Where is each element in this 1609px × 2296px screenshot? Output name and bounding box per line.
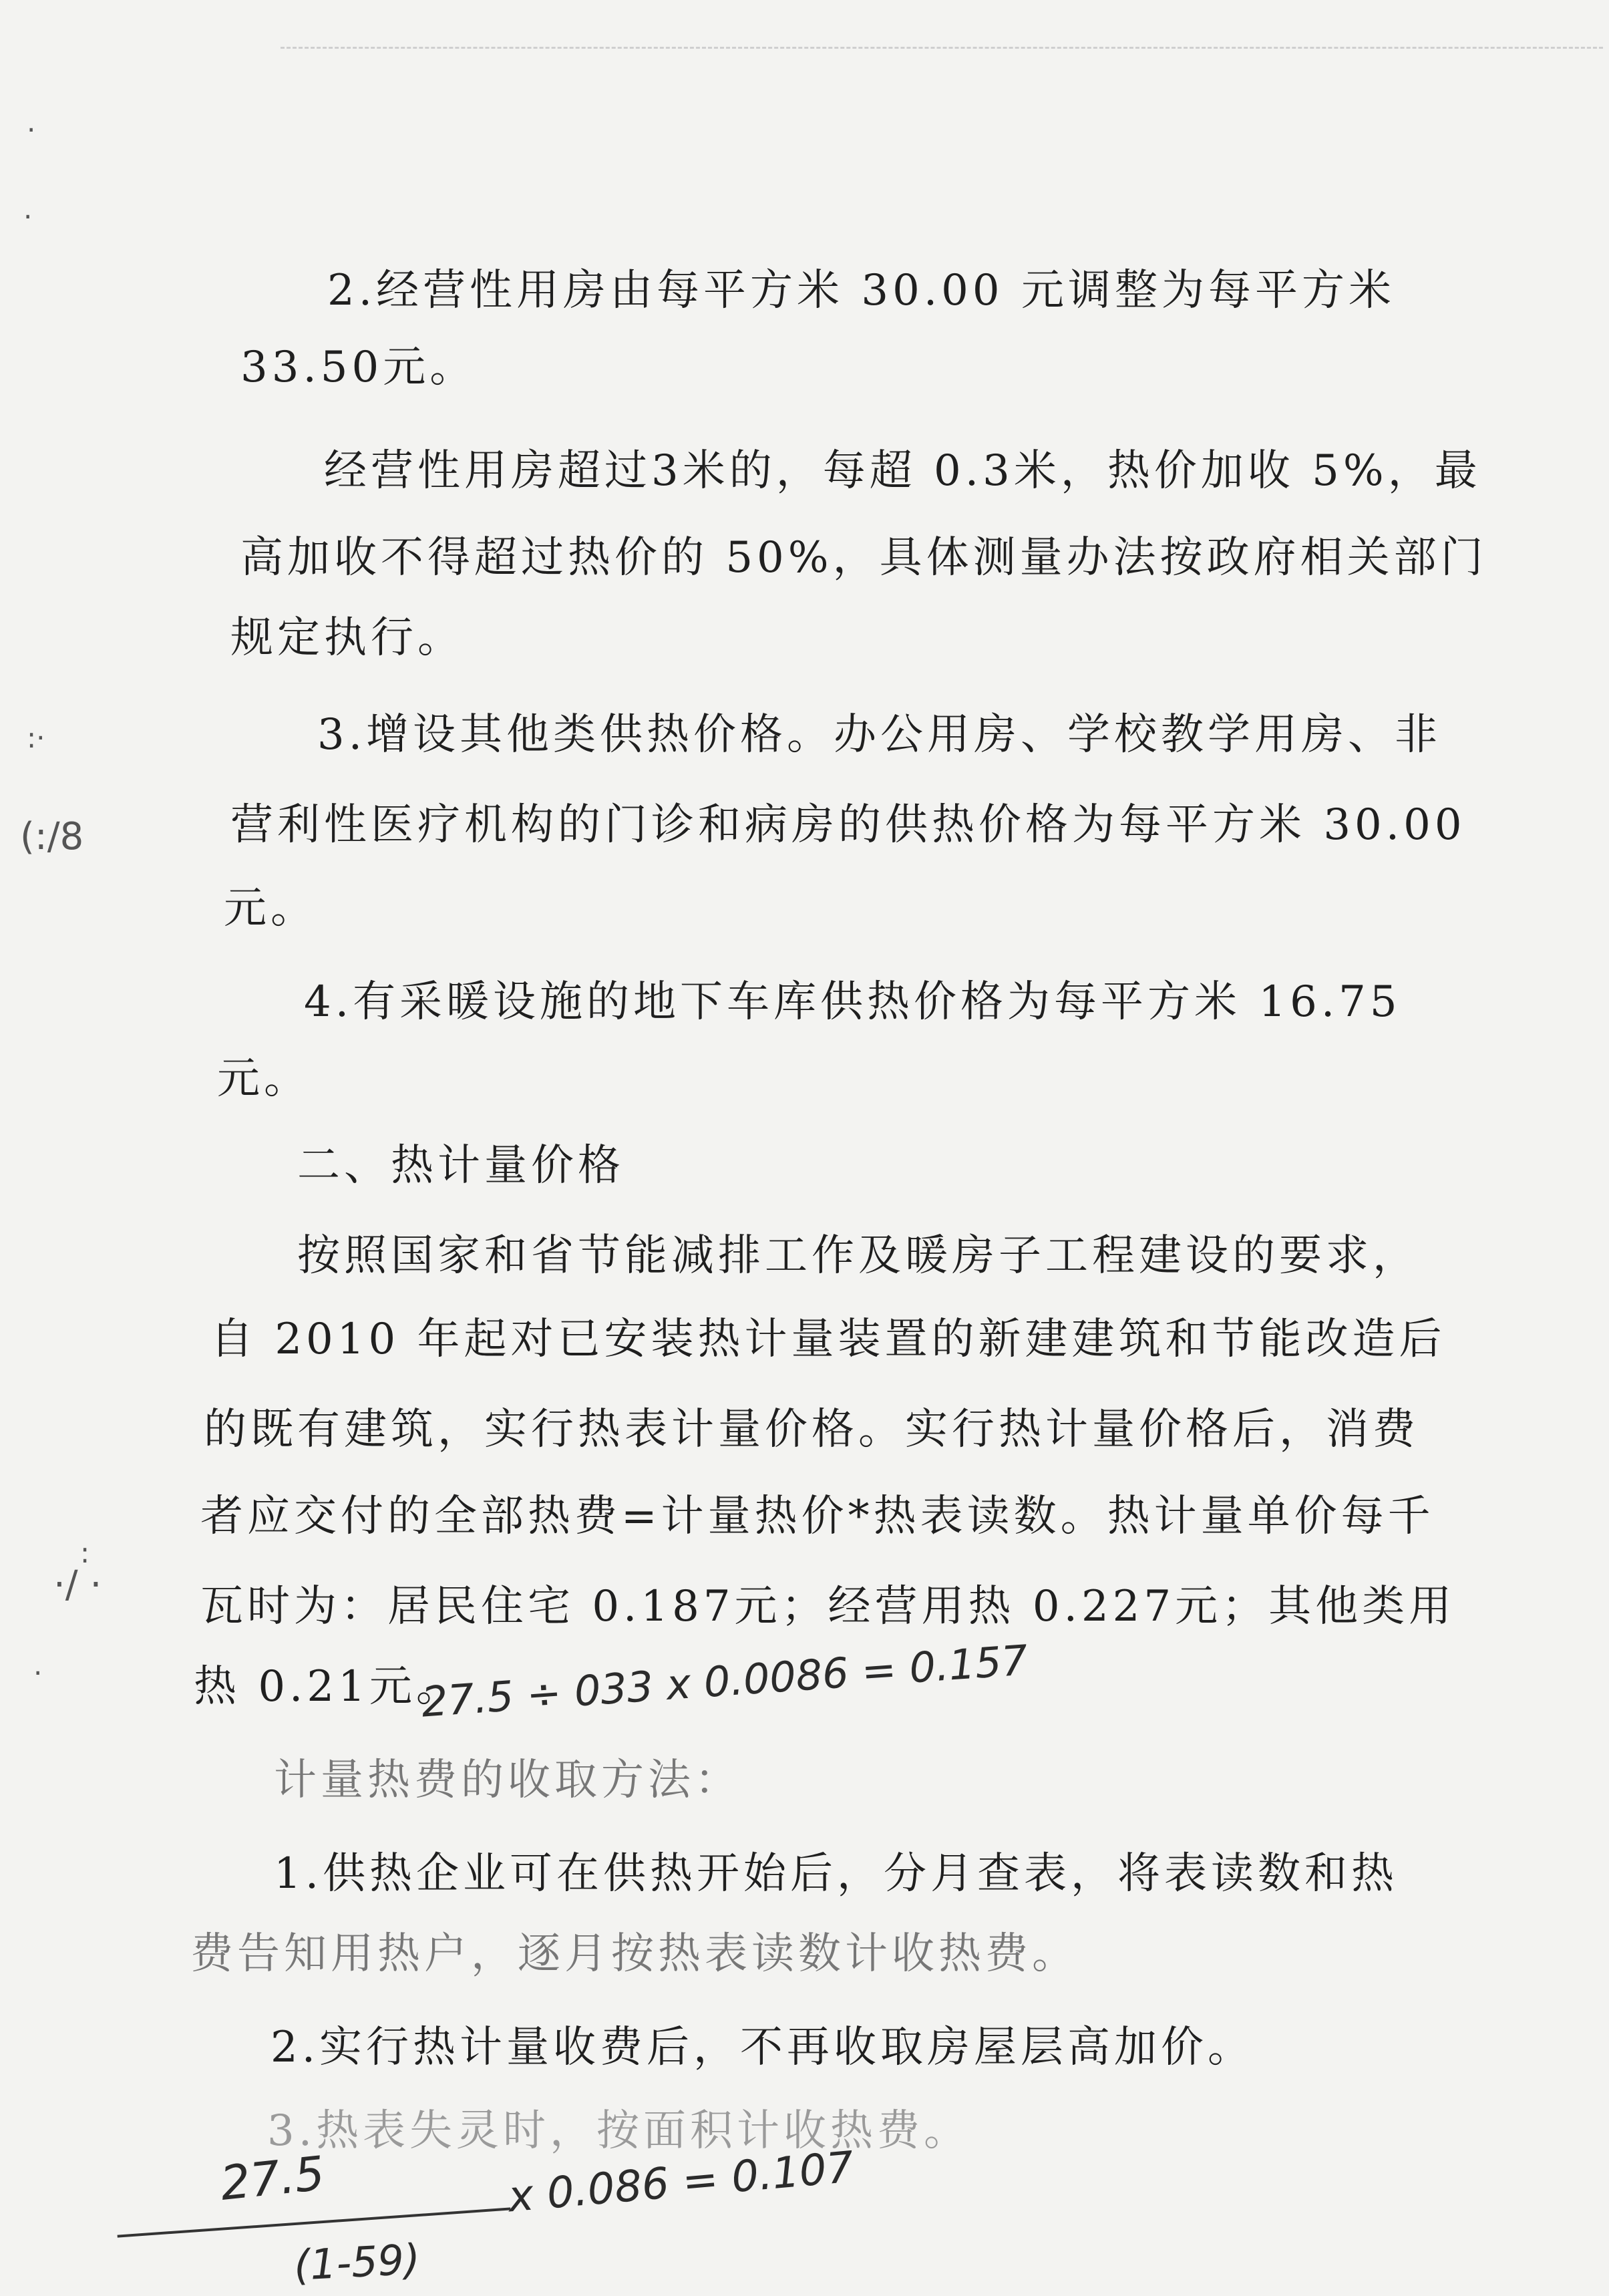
doc-line: 元。 [217, 1054, 311, 1104]
doc-line: 按照国家和省节能减排工作及暖房子工程建设的要求， [297, 1231, 1419, 1281]
margin-scribble: ·/ · [53, 1563, 102, 1607]
margin-scribble: (:/8 [20, 815, 84, 858]
doc-line: 的既有建筑，实行热表计量价格。实行热计量价格后，消费 [204, 1405, 1419, 1454]
doc-line: 1.供热企业可在供热开始后，分月查表，将表读数和热 [274, 1849, 1399, 1899]
doc-line: 3.增设其他类供热价格。办公用房、学校教学用房、非 [317, 710, 1442, 760]
doc-line: 2.实行热计量收费后，不再收取房屋层高加价。 [271, 2023, 1255, 2072]
margin-scribble: :· [27, 721, 45, 754]
doc-line: 经营性用房超过3米的，每超 0.3米，热价加收 5%，最 [324, 446, 1481, 496]
doc-line: 瓦时为：居民住宅 0.187元；经营用热 0.227元；其他类用 [200, 1582, 1456, 1631]
doc-line: 费告知用热户，逐月按热表读数计收热费。 [190, 1929, 1079, 1979]
margin-dot: : [80, 1536, 90, 1569]
doc-line: 营利性医疗机构的门诊和病房的供热价格为每平方米 30.00 [230, 800, 1466, 850]
doc-line: 计量热费的收取方法： [274, 1756, 741, 1805]
margin-dot: · [33, 1657, 43, 1689]
handwritten-note: (1-59) [293, 2235, 421, 2290]
handwritten-calculation: 27.5 ÷ 033 x 0.0086 = 0.157 [419, 1635, 1030, 1727]
doc-line: 规定执行。 [230, 613, 464, 663]
doc-line: 者应交付的全部热费=计量热价*热表读数。热计量单价每千 [200, 1492, 1435, 1541]
handwritten-underline [118, 2207, 511, 2237]
doc-line: 33.50元。 [240, 343, 477, 392]
margin-dot: · [27, 114, 36, 146]
handwritten-number: 27.5 [218, 2146, 327, 2211]
section-heading: 二、热计量价格 [297, 1141, 624, 1190]
doc-line: 元。 [224, 884, 317, 933]
doc-line: 热 0.21元。 [194, 1662, 463, 1711]
doc-line: 4.有采暖设施的地下车库供热价格为每平方米 16.75 [304, 977, 1401, 1027]
doc-line: 2.经营性用房由每平方米 30.00 元调整为每平方米 [327, 266, 1395, 315]
doc-line: 高加收不得超过热价的 50%，具体测量办法按政府相关部门 [240, 533, 1487, 583]
doc-line: 自 2010 年起对已安装热计量装置的新建建筑和节能改造后 [210, 1315, 1446, 1364]
doc-line: 3.热表失灵时，按面积计收热费。 [267, 2106, 971, 2156]
top-dashed-rule [281, 47, 1603, 49]
margin-dot: · [23, 200, 33, 233]
handwritten-calculation: x 0.086 = 0.107 [506, 2142, 856, 2223]
